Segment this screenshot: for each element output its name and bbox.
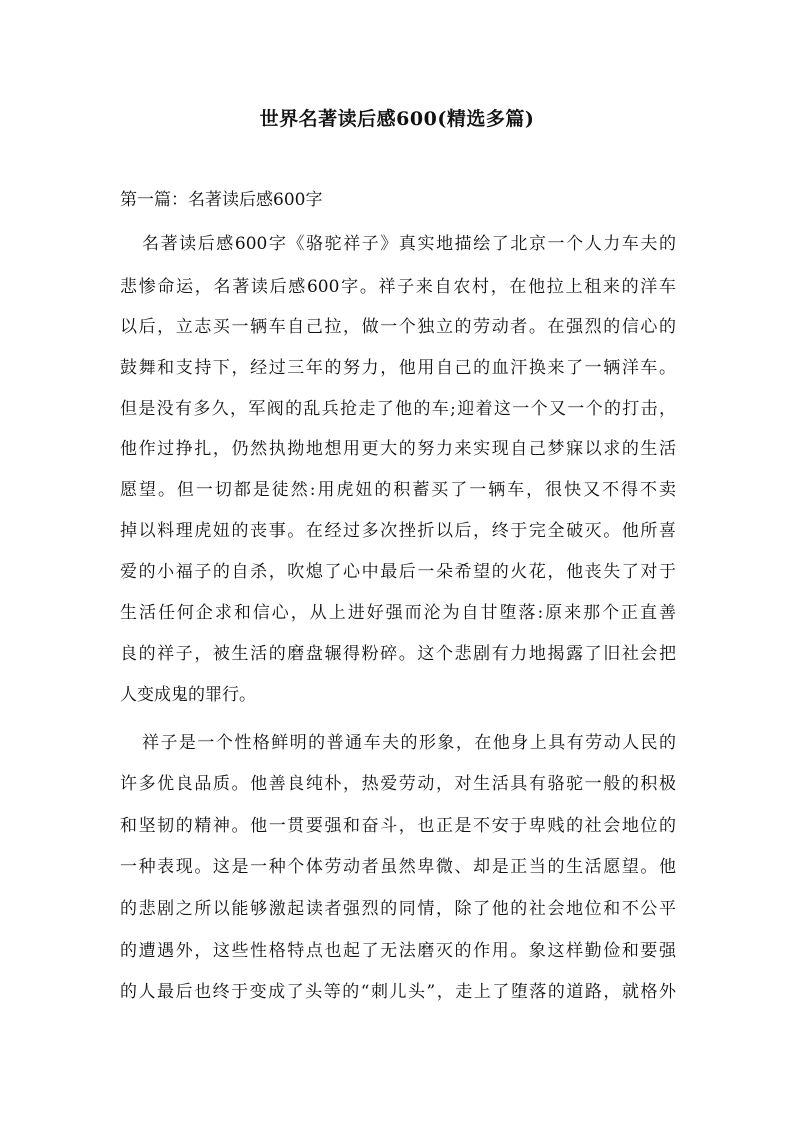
- section-heading: 第一篇：名著读后感600字: [120, 190, 323, 210]
- paragraph-line: 愿望。但一切都是徒然:用虎妞的积蓄买了一辆车，很快又不得不卖: [120, 480, 676, 500]
- paragraph-line: 鼓舞和支持下，经过三年的努力，他用自己的血汗换来了一辆洋车。: [120, 358, 676, 378]
- paragraph-line: 但是没有多久，军阀的乱兵抢走了他的车;迎着这一个又一个的打击，: [120, 399, 676, 419]
- paragraph-line: 掉以料理虎妞的丧事。在经过多次挫折以后，终于完全破灭。他所喜: [120, 521, 676, 541]
- paragraph-line: 一种表现。这是一种个体劳动者虽然卑微、却是正当的生活愿望。他: [120, 857, 676, 877]
- paragraph-line: 他作过挣扎，仍然执拗地想用更大的努力来实现自己梦寐以求的生活: [120, 439, 676, 459]
- paragraph-line: 许多优良品质。他善良纯朴，热爱劳动，对生活具有骆驼一般的积极: [120, 774, 676, 794]
- paragraph-line: 的遭遇外，这些性格特点也起了无法磨灭的作用。象这样勤俭和要强: [120, 941, 676, 961]
- paragraph-line: 人变成鬼的罪行。: [120, 685, 256, 705]
- paragraph-line: 的悲剧之所以能够激起读者强烈的同情，除了他的社会地位和不公平: [120, 899, 676, 919]
- paragraph-line: 以后，立志买一辆车自己拉，做一个独立的劳动者。在强烈的信心的: [120, 317, 676, 337]
- paragraph-line: 悲惨命运，名著读后感600字。祥子来自农村，在他拉上租来的洋车: [120, 277, 676, 297]
- paragraph-line: 的人最后也终于变成了头等的“刺儿头”，走上了堕落的道路，就格外: [120, 982, 676, 1002]
- paragraph-line: 和坚韧的精神。他一贯要强和奋斗，也正是不安于卑贱的社会地位的: [120, 816, 676, 836]
- paragraph-line: 名著读后感600字《骆驼祥子》真实地描绘了北京一个人力车夫的: [142, 234, 676, 254]
- paragraph-line: 爱的小福子的自杀，吹熄了心中最后一朵希望的火花，他丧失了对于: [120, 562, 676, 582]
- paragraph-line: 良的祥子，被生活的磨盘辗得粉碎。这个悲剧有力地揭露了旧社会把: [120, 644, 676, 664]
- paragraph-line: 生活任何企求和信心，从上进好强而沦为自甘堕落:原来那个正直善: [120, 603, 676, 623]
- paragraph-line: 祥子是一个性格鲜明的普通车夫的形象，在他身上具有劳动人民的: [142, 733, 676, 753]
- document-title: 世界名著读后感600(精选多篇): [259, 108, 535, 130]
